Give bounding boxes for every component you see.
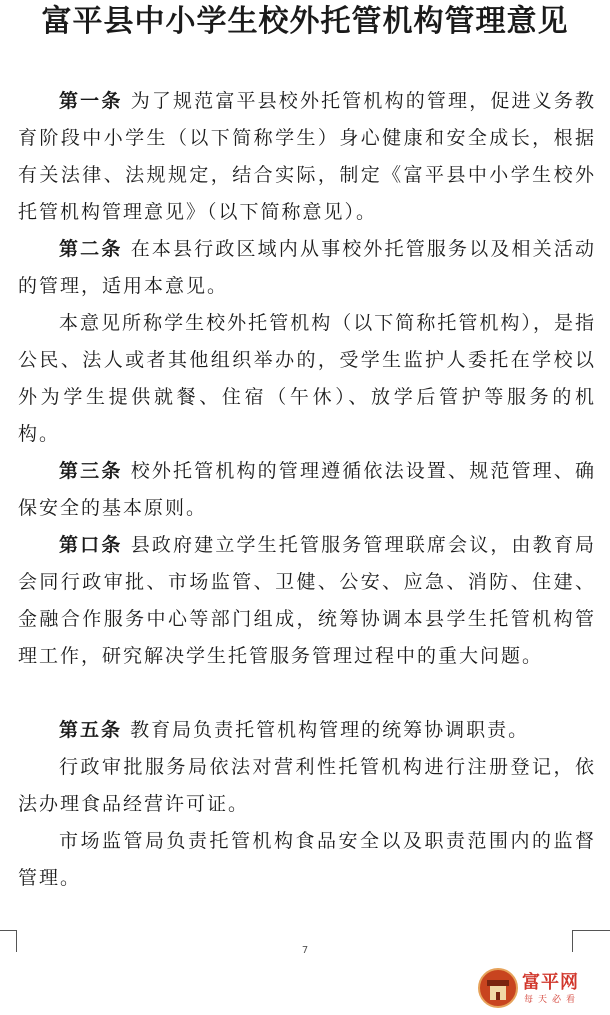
article-5-paragraph-3 [18,823,596,897]
article-3-label: 第三条 [59,460,123,482]
crop-mark-left-horizontal [0,930,17,931]
article-2-paragraph-2-text: 本意见所称学生校外托管机构（以下简称托管机构），是指公民、法人或者其他组织举办的，受学生监护人委托在学校以外为学生提供就餐、住宿（午休）、放学后管护等服务的机构。 [18,312,596,445]
article-2-paragraph-2 [18,305,596,453]
article-2-label: 第二条 [59,238,123,260]
article-3-text: 校外托管机构的管理遵循依法设置、规范管理、确保安全的基本原则。 [18,460,596,519]
article-1-label: 第一条 [59,90,123,112]
watermark-brand: 富平网 [522,972,579,993]
article-4-label: 第口条 [59,534,123,556]
article-5-label: 第五条 [59,719,123,741]
article-1-text: 为了规范富平县校外托管机构的管理，促进义务教育阶段中小学生（以下简称学生）身心健康和安全成长，根据有关法律、法规规定，结合实际，制定《富平县中小学生校外托管机构管理意见》（以下简称意见）。 [18,90,596,223]
article-3 [18,453,596,527]
article-4-text: 县政府建立学生托管服务管理联席会议，由教育局会同行政审批、市场监管、卫健、公安、应急、消防、住建、金融合作服务中心等部门组成，统筹协调本县学生托管机构管理工作，研究解决学生托管服务管理过程中的重大问题。 [18,534,596,667]
article-2-text: 在本县行政区域内从事校外托管服务以及相关活动的管理，适用本意见。 [18,238,596,297]
article-5-paragraph-2 [18,749,596,823]
article-2 [18,231,596,305]
crop-mark-right-horizontal [572,930,610,931]
article-5 [18,712,596,749]
document-title: 富平县中小学生校外托管机构管理意见 [41,4,569,39]
article-5-paragraph-3-text: 市场监管局负责托管机构食品安全以及职责范围内的监督管理。 [18,830,596,889]
article-5-text: 教育局负责托管机构管理的统筹协调职责。 [130,719,530,741]
watermark-slogan: 每天必看 [524,995,581,1005]
article-5-paragraph-2-text: 行政审批服务局依法对营利性托管机构进行注册登记，依法办理食品经营许可证。 [18,756,596,815]
article-4 [18,527,596,675]
page-number: 7 [301,945,309,956]
building-logo-icon [478,968,518,1008]
site-watermark [478,968,608,1010]
article-1 [18,83,596,231]
